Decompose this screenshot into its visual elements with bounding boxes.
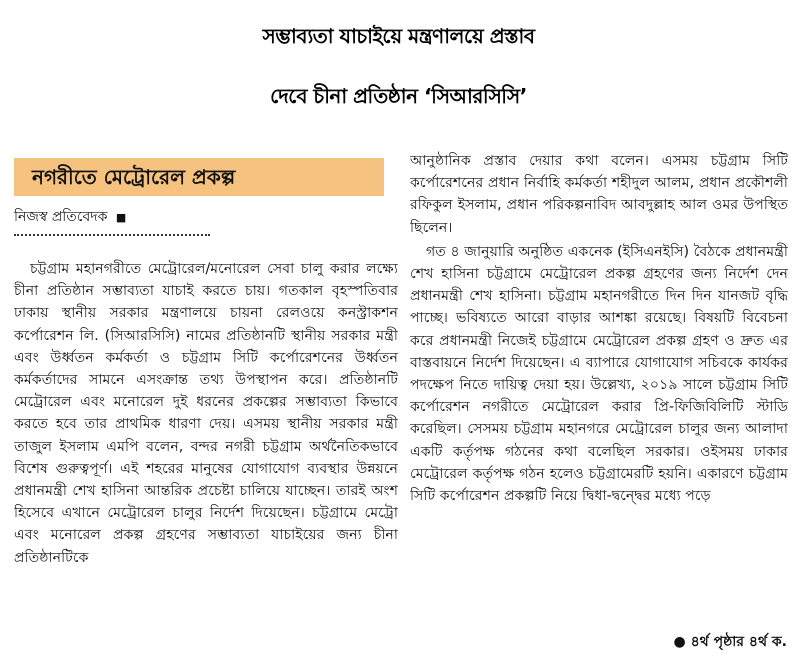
article-column-1 bbox=[14, 258, 398, 663]
headline bbox=[0, 6, 797, 126]
column1-paragraph: চট্টগ্রাম মহানগরীতে মেট্রোরেল/মনোরেল সেবা চালু করার লক্ষ্যে চীনা প্রতিষ্ঠান সম্ভাব্যতা যাচাই করতে চায়। গতকাল বৃহস্পতিবার ঢাকায় স্থানীয় সরকার মন্ত্রণালয়ে চায়না রেলওয়ে কনস্ট্রাকশন কর্পোরেশন লি. (সিআরসিসি) নামের প্রতিষ্ঠানটি স্থানীয় সরকার মন্ত্রী এবং উর্ধ্বতন কর্মকর্তা ও চট্টগ্রাম সিটি কর্পোরেশনের উর্ধ্বতন কর্মকর্তাদের সামনে এসংক্রান্ত তথ্য উপস্থাপন করে। প্রতিষ্ঠানটি মেট্রোরেল এবং মনোরেল দুই ধরনের প্রকল্পের সম্ভাব্যতা কিভাবে করতে হবে তার প্রাথমিক ধারণা দেয়। এসময় স্থানীয় সরকার মন্ত্রী তাজুল ইসলাম এমপি বলেন, বন্দর নগরী চট্টগ্রাম অর্থনৈতিকভাবে বিশেষ গুরুত্বপূর্ণ। এই শহরের মানুষের যোগাযোগ ব্যবস্থার উন্নয়নে প্রধানমন্ত্রী শেখ হাসিনা আন্তরিক প্রচেষ্টা চালিয়ে যাচ্ছেন। তারই অংশ হিসেবে এখানে মেট্রোরেল চালুর নির্দেশ দিয়েছেন। চট্টগ্রামে মেট্রো এবং মনোরেল প্রকল্প গ্রহণের সম্ভাব্যতা যাচাইয়ের জন্য চীনা প্রতিষ্ঠানটিকে bbox=[14, 261, 398, 566]
column2-paragraph-2: গত ৪ জানুয়ারি অনুষ্ঠিত একনেক (ইসিএনইসি) বৈঠকে প্রধানমন্ত্রী শেখ হাসিনা চট্টগ্রামে মেট্রোরেল প্রকল্প গ্রহণের জন্য নির্দেশ দেন প্রধানমন্ত্রী শেখ হাসিনা। চট্টগ্রাম মহানগরীতে দিন দিন যানজট বৃদ্ধি পাচ্ছে। ভবিষ্যতে আরো বাড়ার আশঙ্কা রয়েছে। বিষয়টি বিবেচনা করে প্রধানমন্ত্রী নিজেই চট্টগ্রামে মেট্রোরেল প্রকল্প গ্রহণ ও দ্রুত এর বাস্তবায়নে নির্দেশ দিয়েছেন। এ ব্যাপারে যোগাযোগ সচিবকে কার্যকর পদক্ষেপ নিতে দায়িত্ব দেয়া হয়। উল্লেখ্য, ২০১৯ সালে চট্টগ্রাম সিটি কর্পোরেশন নগরীতে মেট্রোরেল করার প্রি-ফিজিবিলিটি স্টাডি করেছিল। সেসময় চট্টগ্রাম মহানগরে মেট্রোরেল চালুর জন্য আলাদা একটি কর্তৃপক্ষ গঠনের কথা বলেছিল সরকার। ওইসময় ঢাকার মেট্রোরেল কর্তৃপক্ষ গঠন হলেও চট্টগ্রামেরটি হয়নি। একারণে চট্টগ্রাম সিটি কর্পোরেশন প্রকল্পটি নিয়ে দ্বিধা-দ্বন্দ্বের মধ্যে পড়ে bbox=[410, 243, 788, 505]
headline-line-2: দেবে চীনা প্রতিষ্ঠান ‘সিআরসিসি’ bbox=[270, 84, 527, 108]
byline-text: নিজস্ব প্রতিবেদক bbox=[14, 209, 108, 225]
byline-square-icon: ■ bbox=[115, 211, 127, 224]
continuation-note: ● ৪র্থ পৃষ্ঠার ৪র্থ ক. bbox=[673, 634, 787, 650]
column2-paragraph-1: আনুষ্ঠানিক প্রস্তাব দেয়ার কথা বলেন। এসময় চট্টগ্রাম সিটি কর্পোরেশনের প্রধান নির্বাহি কর্মকর্তা শহীদুল আলম, প্রধান প্রকৌশলী রফিকুল ইসলাম, প্রধান পরিকল্পনাবিদ আবদুল্লাহ আল ওমর উপস্থিত ছিলেন। bbox=[410, 153, 788, 236]
headline-line-1: সম্ভাব্যতা যাচাইয়ে মন্ত্রণালয়ে প্রস্তাব bbox=[262, 24, 535, 48]
byline-divider bbox=[14, 234, 210, 236]
article-column-2 bbox=[410, 150, 788, 630]
byline bbox=[14, 205, 126, 229]
subheadline: নগরীতে মেট্রোরেল প্রকল্প bbox=[14, 158, 384, 196]
